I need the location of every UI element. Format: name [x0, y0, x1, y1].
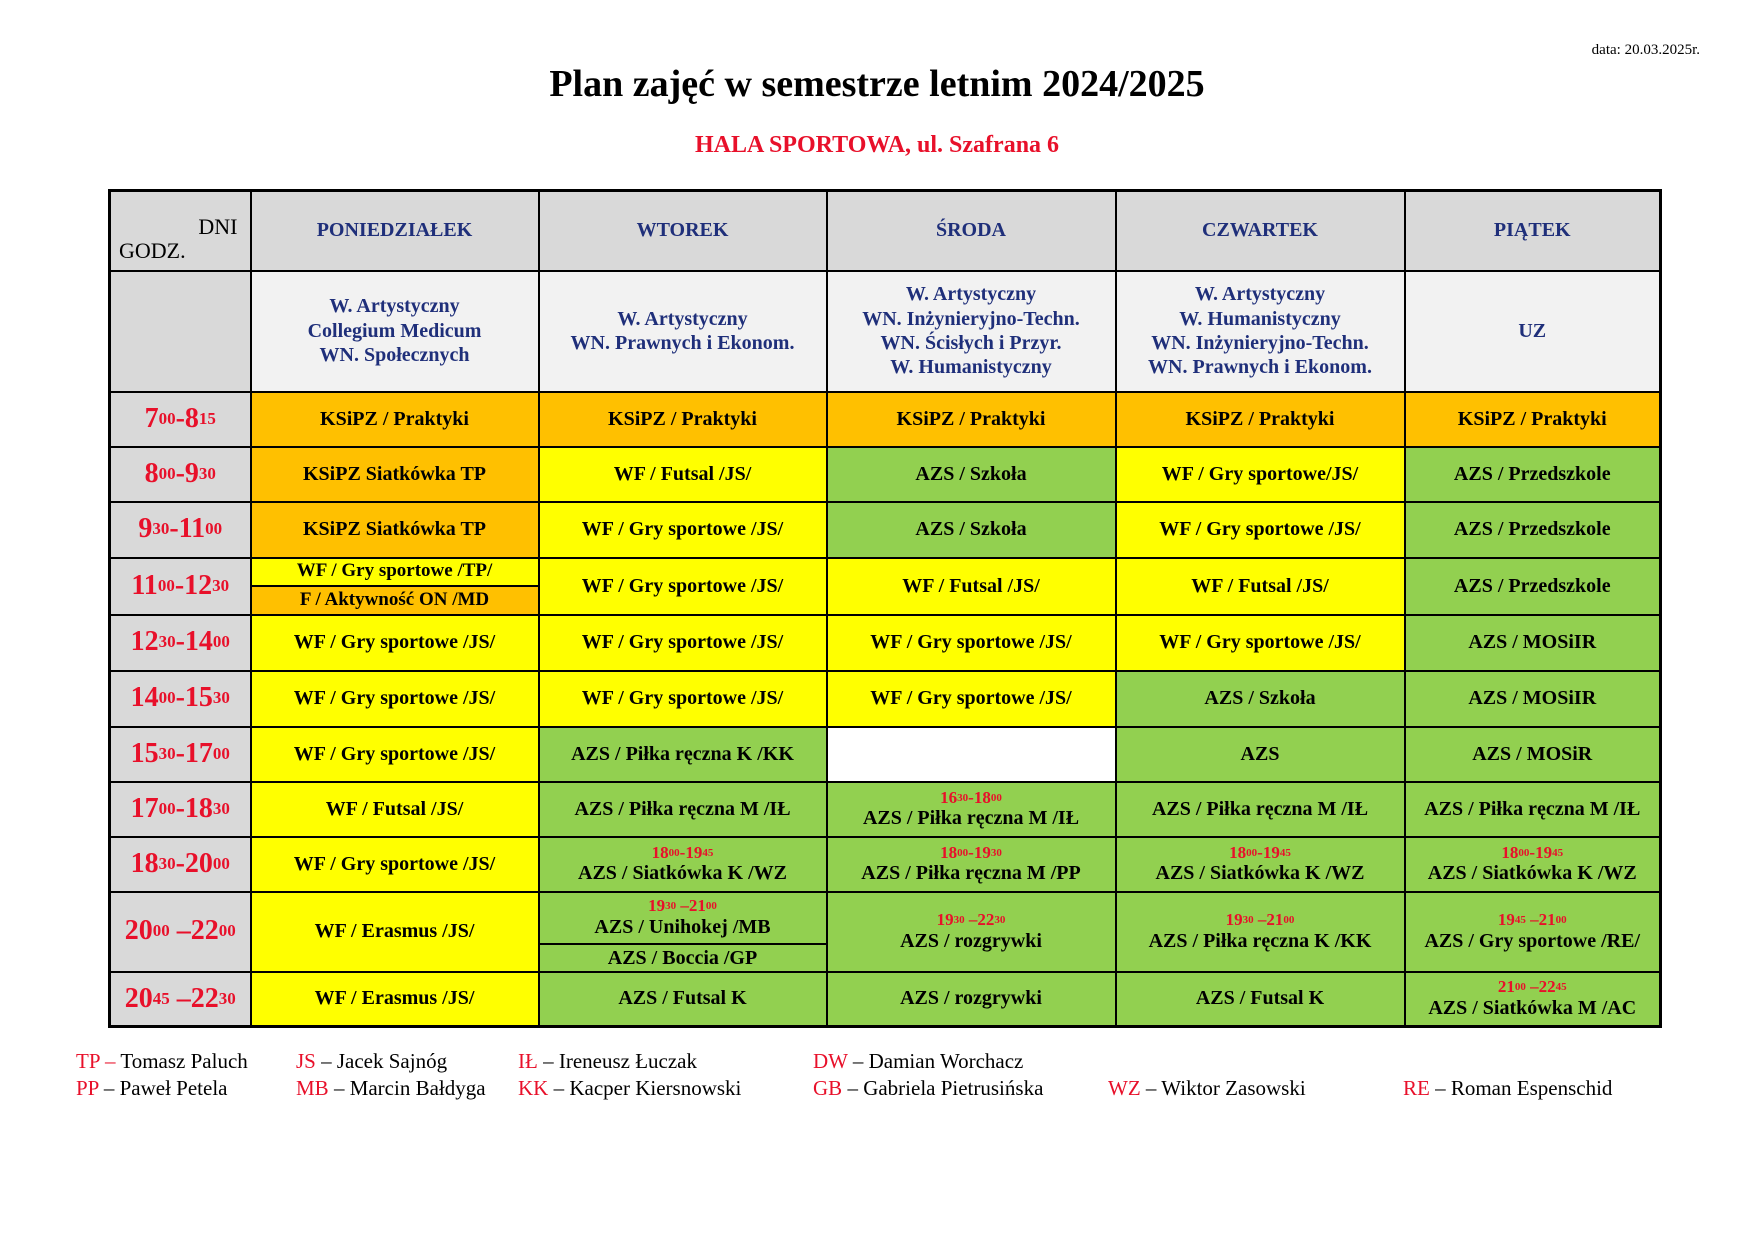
cell-time: $18^{00}-19^{45}$ [651, 842, 714, 862]
legend-item: JS – Jacek Sajnóg [296, 1049, 448, 1073]
time-row [110, 502, 1661, 558]
schedule-cell-timed: $18^{00}-19^{45}$ AZS / Siatkówka K /WZ [1116, 837, 1405, 892]
cell-time: $21^{00}$ $-22^{45}$ [1497, 977, 1567, 997]
cell-time: $19^{30}$ $-21^{00}$ [1225, 910, 1295, 930]
schedule-cell-timed: $18^{00}-19^{45}$ AZS / Siatkówka K /WZ [1405, 837, 1661, 892]
schedule-cell-empty [827, 727, 1116, 782]
legend-item: DW – Damian Worchacz [813, 1049, 1024, 1073]
cell-time: $16^{30}-18^{00}$ [940, 787, 1002, 807]
schedule-cell: KSiPZ / Praktyki [1116, 392, 1405, 447]
departments-row [110, 271, 1661, 392]
schedule-cell: WF / Futsal /JS/ [1116, 558, 1405, 615]
schedule-cell: AZS / Przedszkole [1405, 558, 1661, 615]
legend-item: PP – Paweł Petela [76, 1076, 228, 1100]
schedule-cell: WF / Futsal /JS/ [827, 558, 1116, 615]
schedule-cell: WF / Gry sportowe /JS/ [251, 837, 539, 892]
time-slot: $20^{45}$ $-22^{30}$ [110, 972, 251, 1027]
time-slot: $11^{00}-12^{30}$ [110, 558, 251, 615]
cell-time: $19^{30}$ $-21^{00}$ [648, 896, 717, 916]
time-row [110, 392, 1661, 447]
schedule-cell: AZS / Przedszkole [1405, 502, 1661, 558]
schedule-cell-split [251, 558, 539, 615]
cell-time: $18^{00}-19^{30}$ [940, 842, 1002, 862]
schedule-subcell: $19^{30}$ $-21^{00}$ AZS / Unihokej /MB [540, 893, 826, 943]
time-slot: $17^{00}-18^{30}$ [110, 782, 251, 837]
day-header-poniedzialek: PONIEDZIAŁEK [251, 191, 539, 271]
legend-item: MB – Marcin Bałdyga [296, 1076, 486, 1100]
time-row [110, 615, 1661, 671]
schedule-subcell: AZS / Boccia /GP [540, 943, 826, 971]
schedule-cell: AZS / Piłka ręczna M /IŁ [1116, 782, 1405, 837]
dni-label: DNI [198, 214, 238, 239]
schedule-cell: WF / Gry sportowe /JS/ [539, 502, 827, 558]
time-slot: $12^{30}-14^{00}$ [110, 615, 251, 671]
schedule-cell: WF / Gry sportowe /JS/ [251, 671, 539, 727]
time-row [110, 782, 1661, 837]
schedule-cell: WF / Gry sportowe /JS/ [1116, 502, 1405, 558]
departments-piatek: UZ [1405, 271, 1661, 392]
schedule-cell: WF / Erasmus /JS/ [251, 892, 539, 972]
schedule-cell: AZS / MOSiIR [1405, 671, 1661, 727]
schedule-cell-timed: $19^{30}$ $-21^{00}$ AZS / Piłka ręczna K /KK [1116, 892, 1405, 972]
schedule-cell-timed: $18^{00}-19^{30}$ AZS / Piłka ręczna M /PP [827, 837, 1116, 892]
schedule-cell: KSiPZ Siatkówka TP [251, 502, 539, 558]
legend-item: IŁ – Ireneusz Łuczak [518, 1049, 697, 1073]
schedule-cell: WF / Gry sportowe /JS/ [539, 671, 827, 727]
schedule-cell: WF / Gry sportowe/JS/ [1116, 447, 1405, 502]
schedule-cell-timed: $19^{30}$ $-22^{30}$ AZS / rozgrywki [827, 892, 1116, 972]
schedule-cell: WF / Erasmus /JS/ [251, 972, 539, 1027]
header-row [110, 191, 1661, 271]
time-slot: $20^{00}$ $-22^{00}$ [110, 892, 251, 972]
departments-lead-cell [110, 271, 251, 392]
legend-item: RE – Roman Espenschid [1403, 1076, 1613, 1100]
schedule-cell: WF / Gry sportowe /JS/ [827, 615, 1116, 671]
schedule-cell: AZS / Piłka ręczna M /IŁ [539, 782, 827, 837]
time-slot: $18^{30}-20^{00}$ [110, 837, 251, 892]
time-row [110, 892, 1661, 972]
departments-wtorek: W. Artystyczny WN. Prawnych i Ekonom. [539, 271, 827, 392]
schedule-cell: AZS / Piłka ręczna M /IŁ [1405, 782, 1661, 837]
time-row [110, 727, 1661, 782]
time-slot: $14^{00}-15^{30}$ [110, 671, 251, 727]
schedule-cell: WF / Futsal /JS/ [251, 782, 539, 837]
cell-time: $18^{00}-19^{45}$ [1229, 842, 1291, 862]
schedule-cell: AZS / Futsal K [1116, 972, 1405, 1027]
schedule-table [108, 189, 1662, 1028]
page-title: Plan zajęć w semestrze letnim 2024/2025 [549, 63, 1205, 105]
schedule-cell: KSiPZ / Praktyki [251, 392, 539, 447]
schedule-cell: AZS / MOSiR [1405, 727, 1661, 782]
cell-time: $19^{45}$ $-21^{00}$ [1497, 910, 1567, 930]
cell-time: $18^{00}-19^{45}$ [1501, 842, 1564, 862]
schedule-cell: AZS / MOSiIR [1405, 615, 1661, 671]
legend-item: TP – Tomasz Paluch [76, 1049, 248, 1073]
day-header-czwartek: CZWARTEK [1116, 191, 1405, 271]
schedule-cell-timed: $19^{45}$ $-21^{00}$ AZS / Gry sportowe /RE/ [1405, 892, 1661, 972]
document-date: data: 20.03.2025r. [1591, 42, 1700, 58]
schedule-cell: AZS [1116, 727, 1405, 782]
schedule-cell: WF / Gry sportowe /JS/ [827, 671, 1116, 727]
cell-time: $19^{30}$ $-22^{30}$ [936, 910, 1006, 930]
schedule-cell: AZS / Futsal K [539, 972, 827, 1027]
schedule-cell: KSiPZ / Praktyki [539, 392, 827, 447]
schedule-cell-timed: $18^{00}-19^{45}$ AZS / Siatkówka K /WZ [539, 837, 827, 892]
schedule-cell: AZS / rozgrywki [827, 972, 1116, 1027]
corner-cell [110, 191, 251, 271]
schedule-cell: AZS / Przedszkole [1405, 447, 1661, 502]
time-slot: $9^{30}-11^{00}$ [110, 502, 251, 558]
schedule-cell: WF / Gry sportowe /JS/ [251, 727, 539, 782]
time-slot: $7^{00}-8^{15}$ [110, 392, 251, 447]
legend-item: KK – Kacper Kiersnowski [518, 1076, 742, 1100]
schedule-cell: WF / Gry sportowe /JS/ [1116, 615, 1405, 671]
day-header-piatek: PIĄTEK [1405, 191, 1661, 271]
schedule-cell: WF / Gry sportowe /JS/ [539, 615, 827, 671]
schedule-subcell: F / Aktywność ON /MD [252, 585, 538, 615]
time-slot: $8^{00}-9^{30}$ [110, 447, 251, 502]
time-slot: $15^{30}-17^{00}$ [110, 727, 251, 782]
schedule-cell: WF / Gry sportowe /JS/ [251, 615, 539, 671]
schedule-cell-timed: $21^{00}$ $-22^{45}$ AZS / Siatkówka M /AC [1405, 972, 1661, 1027]
day-header-sroda: ŚRODA [827, 191, 1116, 271]
schedule-cell: KSiPZ / Praktyki [827, 392, 1116, 447]
legend-item: GB – Gabriela Pietrusińska [813, 1076, 1044, 1100]
time-row [110, 972, 1661, 1027]
time-row [110, 837, 1661, 892]
legend-item: WZ – Wiktor Zasowski [1108, 1076, 1306, 1100]
schedule-cell: KSiPZ Siatkówka TP [251, 447, 539, 502]
schedule-cell: KSiPZ / Praktyki [1405, 392, 1661, 447]
schedule-cell: AZS / Szkoła [1116, 671, 1405, 727]
departments-poniedzialek: W. Artystyczny Collegium Medicum WN. Społecznych [251, 271, 539, 392]
schedule-cell-split [539, 892, 827, 972]
time-row [110, 447, 1661, 502]
schedule-subcell: WF / Gry sportowe /TP/ [252, 558, 538, 586]
page-subtitle: HALA SPORTOWA, ul. Szafrana 6 [694, 132, 1060, 158]
time-row [110, 558, 1661, 615]
departments-sroda: W. Artystyczny WN. Inżynieryjno-Techn. WN. Ścisłych i Przyr. W. Humanistyczny [827, 271, 1116, 392]
time-row [110, 671, 1661, 727]
departments-czwartek: W. Artystyczny W. Humanistyczny WN. Inżynieryjno-Techn. WN. Prawnych i Ekonom. [1116, 271, 1405, 392]
schedule-cell-timed: $16^{30}-18^{00}$ AZS / Piłka ręczna M /IŁ [827, 782, 1116, 837]
day-header-wtorek: WTOREK [539, 191, 827, 271]
godz-label: GODZ. [119, 238, 186, 264]
schedule-cell: WF / Futsal /JS/ [539, 447, 827, 502]
schedule-cell: AZS / Szkoła [827, 447, 1116, 502]
schedule-cell: AZS / Szkoła [827, 502, 1116, 558]
schedule-cell: WF / Gry sportowe /JS/ [539, 558, 827, 615]
schedule-cell: AZS / Piłka ręczna K /KK [539, 727, 827, 782]
